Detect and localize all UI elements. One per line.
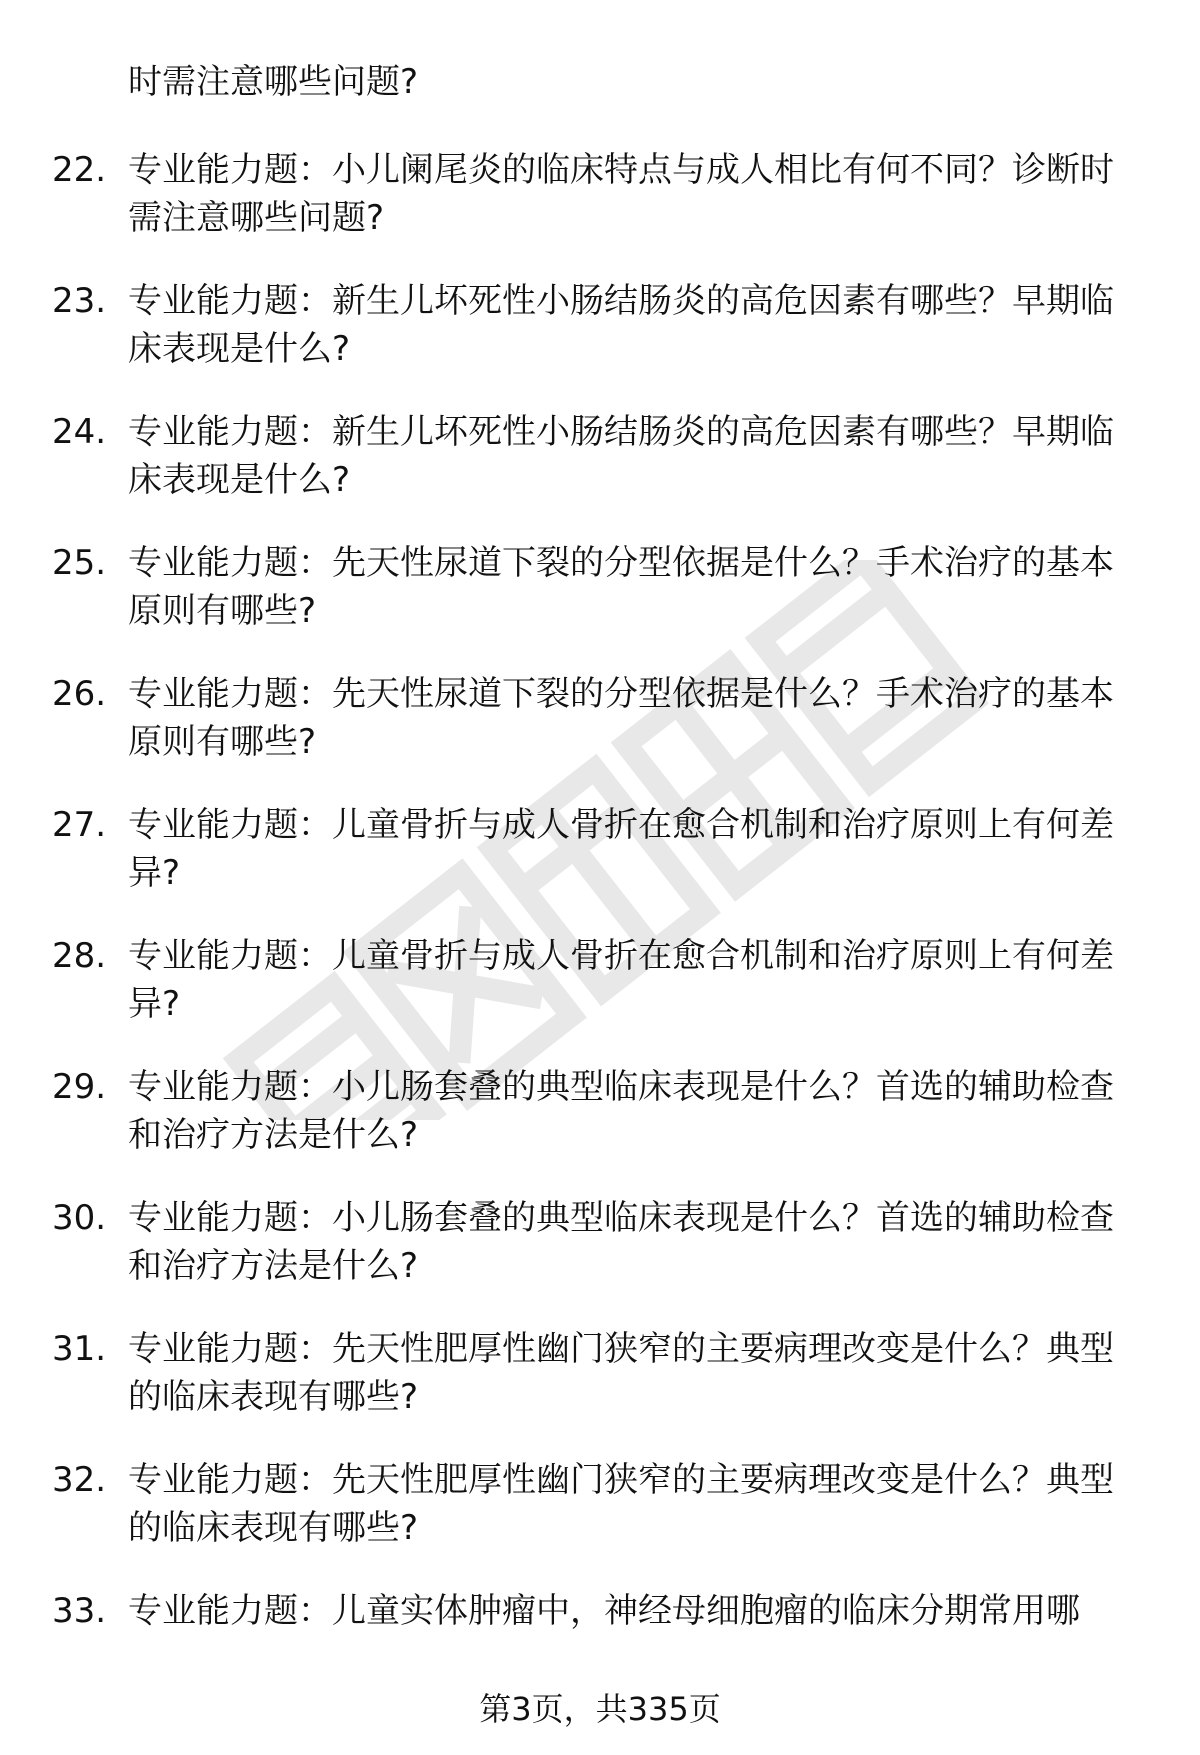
list-item	[0, 1063, 1200, 1194]
question-number: 29.	[52, 1067, 107, 1107]
list-item	[0, 1325, 1200, 1456]
question-text: 专业能力题：儿童骨折与成人骨折在愈合机制和治疗原则上有何差异?	[128, 805, 1114, 893]
continuation-text: 时需注意哪些问题?	[128, 62, 419, 102]
list-item	[0, 146, 1200, 277]
question-number: 32.	[52, 1460, 107, 1500]
list-item	[0, 670, 1200, 801]
list-item	[0, 408, 1200, 539]
question-text: 专业能力题：新生儿坏死性小肠结肠炎的高危因素有哪些？早期临床表现是什么?	[128, 281, 1114, 369]
question-text: 专业能力题：先天性尿道下裂的分型依据是什么？手术治疗的基本原则有哪些?	[128, 543, 1114, 631]
question-number: 33.	[52, 1591, 107, 1631]
question-number: 27.	[52, 805, 107, 845]
question-list	[0, 146, 1200, 1718]
question-number: 22.	[52, 150, 107, 190]
list-item	[0, 1194, 1200, 1325]
list-item	[0, 1456, 1200, 1587]
question-text: 专业能力题：先天性肥厚性幽门狭窄的主要病理改变是什么？典型的临床表现有哪些?	[128, 1329, 1114, 1417]
question-number: 26.	[52, 674, 107, 714]
question-number: 25.	[52, 543, 107, 583]
page-footer: 第3页，共335页	[479, 1690, 721, 1728]
question-text: 专业能力题：先天性尿道下裂的分型依据是什么？手术治疗的基本原则有哪些?	[128, 674, 1114, 762]
question-text: 专业能力题：小儿肠套叠的典型临床表现是什么？首选的辅助检查和治疗方法是什么?	[128, 1067, 1114, 1155]
question-number: 31.	[52, 1329, 107, 1369]
question-text: 专业能力题：小儿阑尾炎的临床特点与成人相比有何不同？诊断时需注意哪些问题?	[128, 150, 1114, 238]
question-text: 专业能力题：儿童骨折与成人骨折在愈合机制和治疗原则上有何差异?	[128, 936, 1114, 1024]
list-item	[0, 801, 1200, 932]
question-number: 23.	[52, 281, 107, 321]
question-text: 专业能力题：新生儿坏死性小肠结肠炎的高危因素有哪些？早期临床表现是什么?	[128, 412, 1114, 500]
question-number: 30.	[52, 1198, 107, 1238]
question-number: 28.	[52, 936, 107, 976]
question-number: 24.	[52, 412, 107, 452]
list-item	[0, 932, 1200, 1063]
question-text: 专业能力题：儿童实体肿瘤中，神经母细胞瘤的临床分期常用哪	[128, 1591, 1080, 1631]
question-text: 专业能力题：小儿肠套叠的典型临床表现是什么？首选的辅助检查和治疗方法是什么?	[128, 1198, 1114, 1286]
list-item	[0, 277, 1200, 408]
list-item	[0, 539, 1200, 670]
question-text: 专业能力题：先天性肥厚性幽门狭窄的主要病理改变是什么？典型的临床表现有哪些?	[128, 1460, 1114, 1548]
